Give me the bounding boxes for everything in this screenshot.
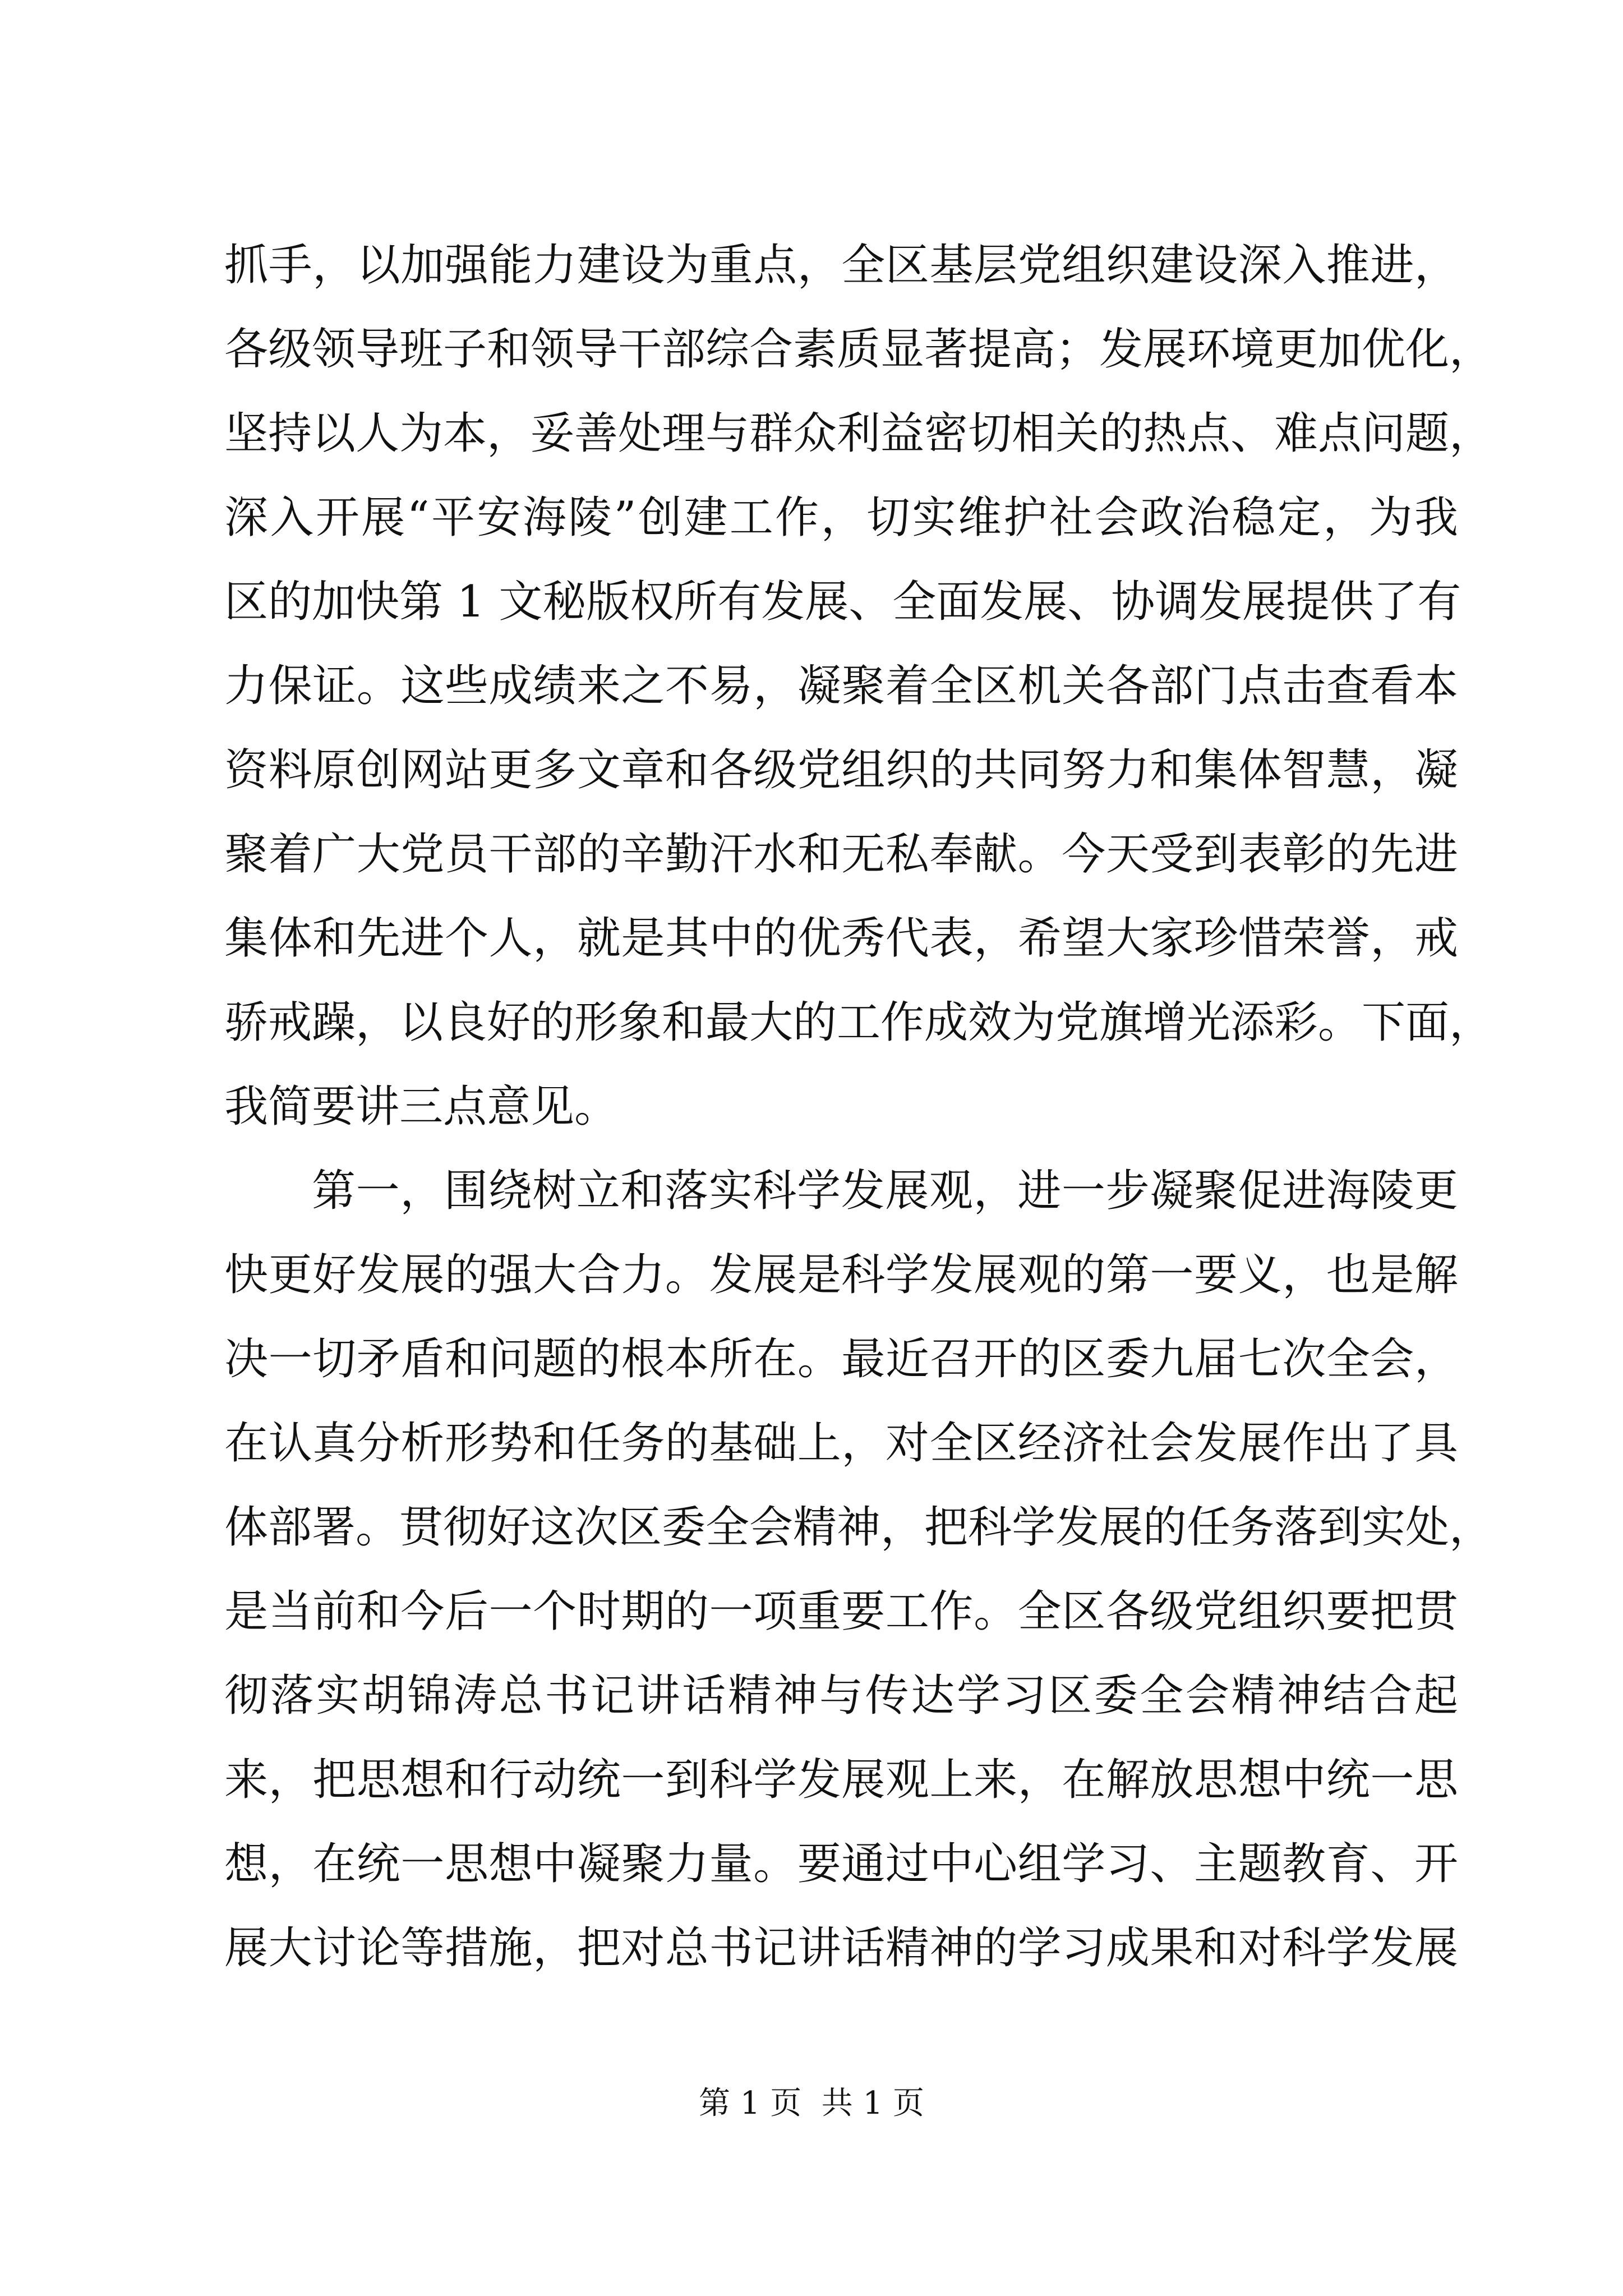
text-line: 抓手，以加强能力建设为重点，全区基层党组织建设深入推进， [224, 240, 1458, 291]
text-line: 我简要讲三点意见。 [224, 1082, 619, 1132]
text-line: 力保证。这些成绩来之不易，凝聚着全区机关各部门点击查看本 [224, 661, 1458, 711]
text-line: 展大讨论等措施，把对总书记讲话精神的学习成果和对科学发展 [224, 1923, 1458, 1973]
text-line: 集体和先进个人，就是其中的优秀代表，希望大家珍惜荣誉，戒 [224, 913, 1458, 964]
text-line: 彻落实胡锦涛总书记讲话精神与传达学习区委全会精神结合起 [224, 1671, 1458, 1721]
text-line: 来，把思想和行动统一到科学发展观上来，在解放思想中统一思 [224, 1755, 1458, 1805]
text-line: 在认真分析形势和任务的基础上，对全区经济社会发展作出了具 [224, 1418, 1458, 1469]
text-line: 坚持以人为本，妥善处理与群众利益密切相关的热点、难点问题， [224, 408, 1493, 459]
text-line: 各级领导班子和领导干部综合素质显著提高；发展环境更加优化， [224, 324, 1493, 375]
text-line: 骄戒躁，以良好的形象和最大的工作成效为党旗增光添彩。下面， [224, 997, 1493, 1048]
text-line: 想，在统一思想中凝聚力量。要通过中心组学习、主题教育、开 [224, 1839, 1458, 1889]
text-line: 体部署。贯彻好这次区委全会精神，把科学发展的任务落到实处， [224, 1502, 1493, 1553]
text-line: 资料原创网站更多文章和各级党组织的共同努力和集体智慧，凝 [224, 745, 1458, 795]
text-line: 快更好发展的强大合力。发展是科学发展观的第一要义，也是解 [224, 1250, 1458, 1300]
body-text [224, 223, 1493, 1990]
text-line: 深入开展“平安海陵”创建工作，切实维护社会政治稳定，为我 [224, 493, 1458, 543]
page-number-footer: 第 1 页 共 1 页 [698, 2085, 925, 2122]
text-line: 聚着广大党员干部的辛勤汗水和无私奉献。今天受到表彰的先进 [224, 829, 1458, 880]
text-line: 区的加快第 1 文秘版权所有发展、全面发展、协调发展提供了有 [224, 577, 1461, 627]
text-line: 第一，围绕树立和落实科学发展观，进一步凝聚促进海陵更 [312, 1166, 1458, 1216]
text-line: 决一切矛盾和问题的根本所在。最近召开的区委九届七次全会， [224, 1334, 1458, 1384]
text-line: 是当前和今后一个时期的一项重要工作。全区各级党组织要把贯 [224, 1586, 1458, 1637]
